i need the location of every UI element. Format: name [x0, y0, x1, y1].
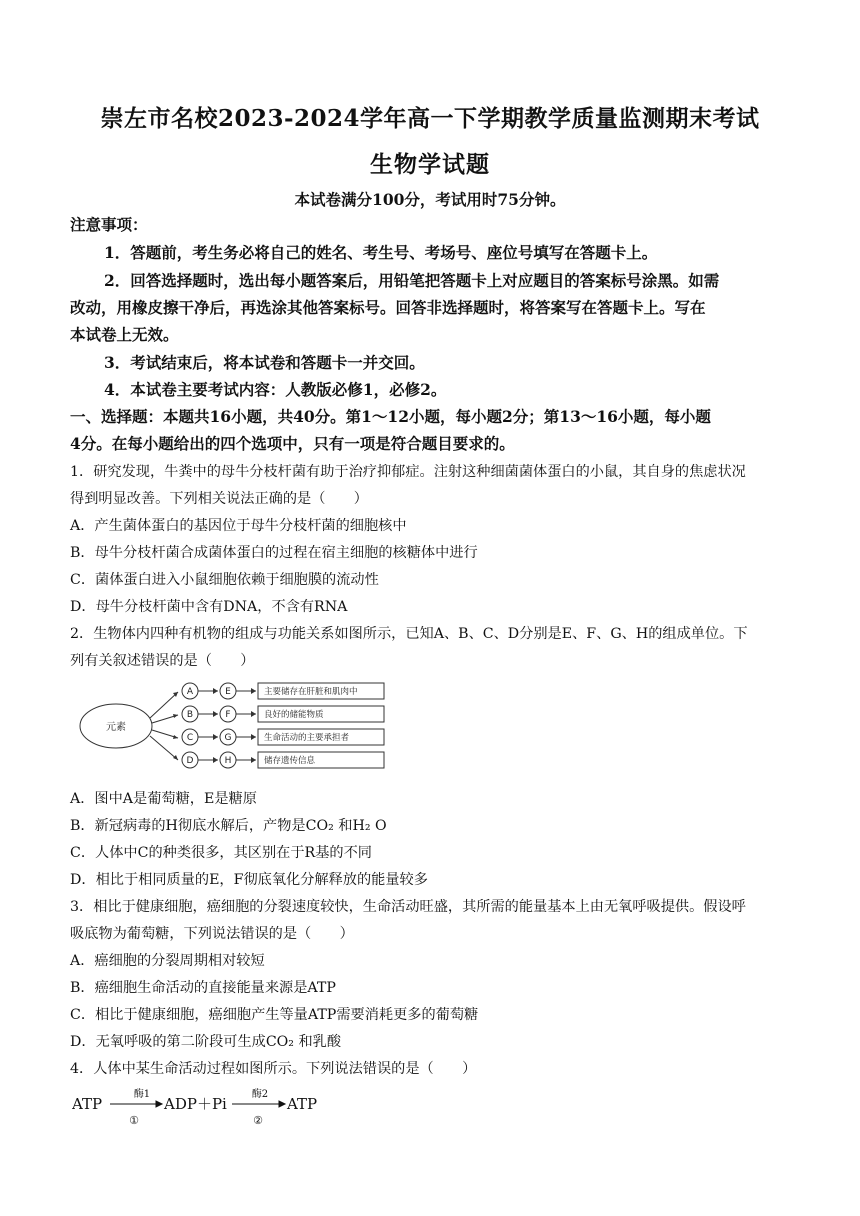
section-heading: 4分。在每小题给出的四个选项中，只有一项是符合题目要求的。: [70, 434, 515, 453]
atp-reaction-formula: [72, 1086, 372, 1128]
q2-option-a: A．图中A是葡萄糖，E是糖原: [70, 791, 257, 807]
q3-option-c: C．相比于健康细胞，癌细胞产生等量ATP需要消耗更多的葡萄糖: [70, 1007, 479, 1023]
element-label: 元素: [106, 722, 126, 733]
notice-item: 3．考试结束后，将本试卷和答题卡一并交回。: [104, 353, 425, 372]
q2-option-c: C．人体中C的种类很多，其区别在于R基的不同: [70, 845, 372, 861]
polymer-label: G: [224, 733, 232, 743]
unit-label: D: [186, 756, 194, 766]
arrowhead: [156, 1101, 162, 1107]
polymer-label: H: [224, 756, 232, 766]
arrowhead: [251, 757, 256, 763]
unit-label: B: [186, 710, 194, 720]
arrow: [150, 692, 178, 718]
exam-info: 本试卷满分100分，考试用时75分钟。: [294, 190, 566, 209]
function-label: 储存遗传信息: [264, 756, 316, 766]
arrowhead: [251, 688, 256, 694]
arrowhead: [173, 735, 178, 739]
section-heading: 一、选择题：本题共16小题，共40分。第1～12小题，每小题2分；第13～16小题，每小题: [70, 407, 711, 426]
q2-stem: 列有关叙述错误的是（ ）: [70, 653, 255, 669]
function-label: 生命活动的主要承担者: [264, 733, 350, 743]
q3-option-b: B．癌细胞生命活动的直接能量来源是ATP: [70, 980, 336, 996]
arrowhead: [173, 714, 178, 718]
arrow: [150, 736, 178, 760]
unit-label: C: [186, 733, 194, 743]
organic-compounds-diagram: [78, 678, 388, 778]
exam-title: 崇左市名校2023-2024学年高一下学期教学质量监测期末考试: [100, 105, 760, 132]
polymer-label: F: [225, 710, 231, 720]
exam-subtitle: 生物学试题: [370, 151, 490, 178]
arrowhead: [279, 1101, 285, 1107]
arrowhead: [251, 711, 256, 717]
formula-adp-pi: ADP＋Pi: [164, 1095, 227, 1113]
arrowhead: [213, 757, 218, 763]
notice-item: 1．答题前，考生务必将自己的姓名、考生号、考场号、座位号填写在答题卡上。: [104, 243, 658, 262]
notice-item: 2．回答选择题时，选出每小题答案后，用铅笔把答题卡上对应题目的答案标号涂黑。如需: [104, 271, 720, 290]
q2-option-d: D．相比于相同质量的E，F彻底氧化分解释放的能量较多: [70, 872, 428, 888]
function-label: 良好的储能物质: [264, 710, 324, 720]
arrowhead: [213, 688, 218, 694]
notice-item: 4．本试卷主要考试内容：人教版必修1，必修2。: [104, 380, 447, 399]
q3-stem: 3．相比于健康细胞，癌细胞的分裂速度较快，生命活动旺盛，其所需的能量基本上由无氧呼吸提供。假设呼: [70, 899, 746, 915]
formula-atp-left: ATP: [72, 1095, 103, 1113]
formula-enzyme1: 酶1: [133, 1089, 151, 1100]
notice-item: 改动，用橡皮擦干净后，再选涂其他答案标号。回答非选择题时，将答案写在答题卡上。写在: [70, 298, 706, 317]
formula-enzyme2: 酶2: [251, 1089, 269, 1100]
q1-option-c: C．菌体蛋白进入小鼠细胞依赖于细胞膜的流动性: [70, 572, 379, 588]
q1-option-b: B．母牛分枝杆菌合成菌体蛋白的过程在宿主细胞的核糖体中进行: [70, 545, 478, 561]
function-label: 主要储存在肝脏和肌肉中: [264, 687, 358, 697]
q3-option-d: D．无氧呼吸的第二阶段可生成CO₂ 和乳酸: [70, 1034, 342, 1050]
arrowhead: [251, 734, 256, 740]
q3-option-a: A．癌细胞的分裂周期相对较短: [70, 953, 265, 969]
q1-option-a: A．产生菌体蛋白的基因位于母牛分枝杆菌的细胞核中: [70, 518, 407, 534]
arrowhead: [213, 711, 218, 717]
q3-stem: 吸底物为葡萄糖，下列说法错误的是（ ）: [70, 926, 354, 942]
arrowhead: [213, 734, 218, 740]
formula-atp-right: ATP: [287, 1095, 318, 1113]
q4-stem: 4．人体中某生命活动过程如图所示。下列说法错误的是（ ）: [70, 1061, 477, 1077]
q1-stem: 得到明显改善。下列相关说法正确的是（ ）: [70, 491, 368, 507]
unit-label: A: [186, 687, 194, 697]
q1-stem: 1．研究发现，牛粪中的母牛分枝杆菌有助于治疗抑郁症。注射这种细菌菌体蛋白的小鼠，其自身的焦虑状况: [70, 464, 746, 480]
q1-option-d: D．母牛分枝杆菌中含有DNA，不含有RNA: [70, 599, 348, 615]
q2-option-b: B．新冠病毒的H彻底水解后，产物是CO₂ 和H₂ O: [70, 818, 387, 834]
formula-step2: ②: [253, 1114, 263, 1127]
notice-item: 本试卷上无效。: [70, 325, 179, 344]
formula-step1: ①: [129, 1114, 139, 1127]
q2-stem: 2．生物体内四种有机物的组成与功能关系如图所示，已知A、B、C、D分别是E、F、G、H的组成单位。下: [70, 626, 748, 642]
polymer-label: E: [225, 687, 231, 697]
notice-heading: 注意事项：: [70, 215, 148, 234]
